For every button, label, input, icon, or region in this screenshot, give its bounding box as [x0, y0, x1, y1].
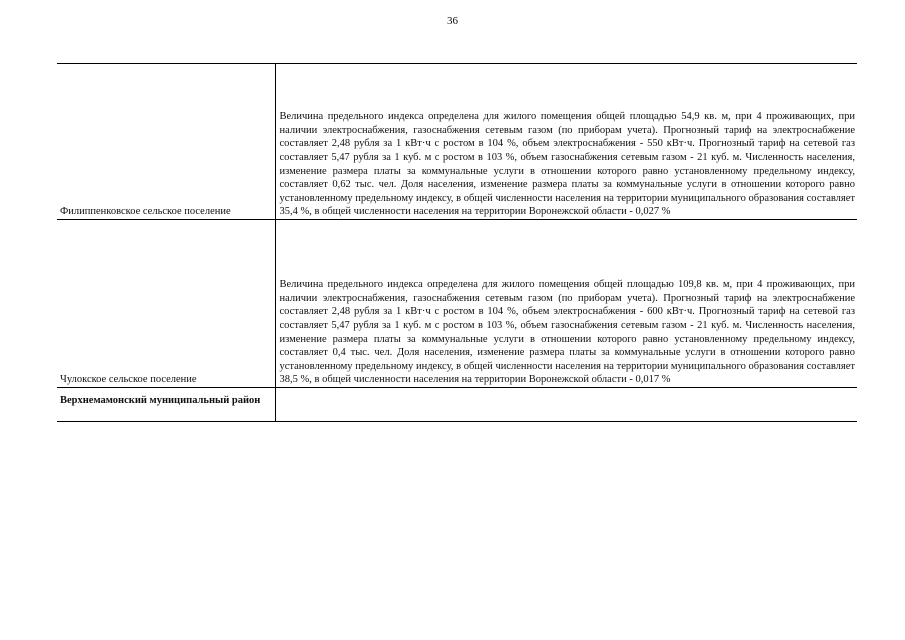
district-name: Верхнемамонский муниципальный район — [57, 388, 275, 422]
table-row — [57, 64, 857, 220]
settlement-description: Величина предельного индекса определена для жилого помещения общей площадью 54,9 кв. м, при 4 проживающих, при наличии электроснабжения, газоснабжения сетевым газом (по приборам учета). Прогнозный тариф на электроснабжение составляет 2,48 рубля за 1 кВт·ч с ростом в 104 %, объем электроснабжения - 550 кВт·ч. Прогнозный тариф на сетевой газ составляет 5,47 рубля за 1 куб. м с ростом в 103 %, объем газоснабжения сетевым газом - 21 куб. м. Численность населения, изменение размера платы за коммунальные услуги в отношении которого равно установленному предельному индексу, составляет 0,62 тыс. чел. Доля населения, изменение размера платы за коммунальные услуги в отношении которого равно установленному предельному индексу, в общей численности населения на территории муниципального образования составляет 35,4 %, в общей численности населения на территории Воронежской области - 0,027 % — [275, 64, 857, 220]
table-row — [57, 220, 857, 388]
settlement-name: Филиппенковское сельское поселение — [57, 64, 275, 220]
page-number: 36 — [447, 15, 458, 27]
district-description — [275, 388, 857, 422]
settlement-description: Величина предельного индекса определена для жилого помещения общей площадью 109,8 кв. м, при 4 проживающих, при наличии электроснабжения, газоснабжения сетевым газом (по приборам учета). Прогнозный тариф на электроснабжение составляет 2,48 рубля за 1 кВт·ч с ростом в 104 %, объем электроснабжения - 600 кВт·ч. Прогнозный тариф на сетевой газ составляет 5,47 рубля за 1 куб. м с ростом в 103 %, объем газоснабжения сетевым газом - 21 куб. м. Численность населения, изменение размера платы за коммунальные услуги в отношении которого равно установленному предельному индексу, составляет 0,4 тыс. чел. Доля населения, изменение размера платы за коммунальные услуги в отношении которого равно установленному предельному индексу, в общей численности населения на территории муниципального образования составляет 38,5 %, в общей численности населения на территории Воронежской области - 0,017 % — [275, 220, 857, 388]
table-row — [57, 388, 857, 422]
indices-table — [57, 63, 857, 422]
settlement-name: Чулокское сельское поселение — [57, 220, 275, 388]
